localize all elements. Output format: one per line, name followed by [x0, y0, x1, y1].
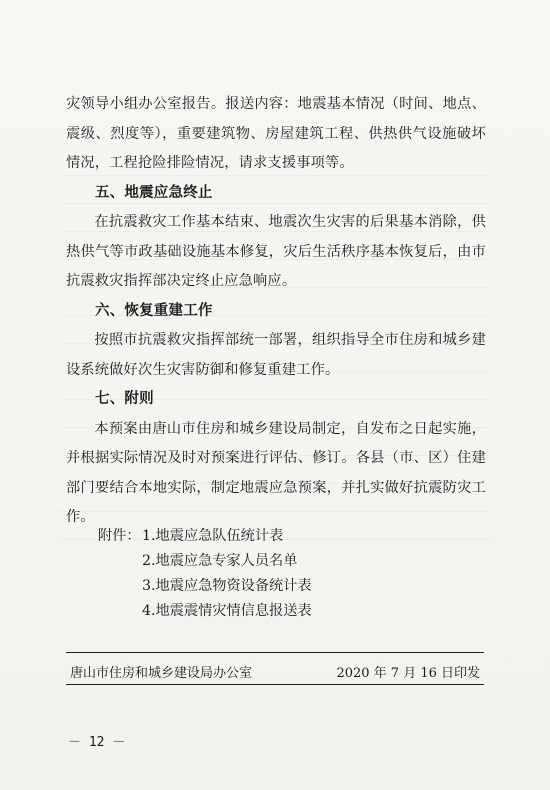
- attachment-row-3: [98, 574, 312, 599]
- heading-5: 五、地震应急终止: [95, 184, 213, 201]
- paragraph-5: 在抗震救灾工作基本结束、地震次生灾害的后果基本消除，供热供气等市政基础设施基本修复，灾后生活秩序基本恢复后，由市抗震救灾指挥部决定终止应急响应。: [66, 214, 486, 289]
- heading-6: 六、恢复重建工作: [95, 302, 213, 319]
- attachment-list: [98, 524, 312, 624]
- attachment-label: 附件：: [98, 528, 141, 544]
- attachment-item-1: 1.地震应急队伍统计表: [142, 528, 284, 544]
- attachment-row-2: [98, 549, 312, 574]
- footer-rule-top: [66, 652, 484, 653]
- body-text: [66, 90, 486, 533]
- attachment-row-4: [98, 599, 312, 624]
- paragraph-7: 本预案由唐山市住房和城乡建设局制定，自发布之日起实施，并根据实际情况及时对预案进行评估、修订。各县（市、区）住建部门要结合本地实际，制定地震应急预案，并扎实做好抗震防灾工作。: [66, 420, 486, 525]
- attachment-item-4: 4.地震震情灾情信息报送表: [142, 603, 312, 619]
- attachment-item-2: 2.地震应急专家人员名单: [142, 553, 298, 569]
- footer-rule-bottom: [66, 684, 484, 685]
- page-number: － 12 －: [68, 735, 126, 750]
- issuer-name: 唐山市住房和城乡建设局办公室: [70, 666, 253, 681]
- issuer-footer: [70, 662, 480, 681]
- attachment-item-3: 3.地震应急物资设备统计表: [142, 578, 312, 594]
- attachment-row-1: [98, 524, 312, 549]
- issue-date: 2020 年 7 月 16 日印发: [336, 666, 480, 681]
- heading-7: 七、附则: [95, 391, 154, 407]
- paragraph-intro: 灾领导小组办公室报告。报送内容：地震基本情况（时间、地点、震级、烈度等），重要建筑物、房屋建筑工程、供热供气设施破坏情况，工程抢险排险情况，请求支援事项等。: [66, 96, 486, 171]
- paragraph-6: 按照市抗震救灾指挥部统一部署，组织指导全市住房和城乡建设系统做好次生灾害防御和修复重建工作。: [66, 332, 486, 378]
